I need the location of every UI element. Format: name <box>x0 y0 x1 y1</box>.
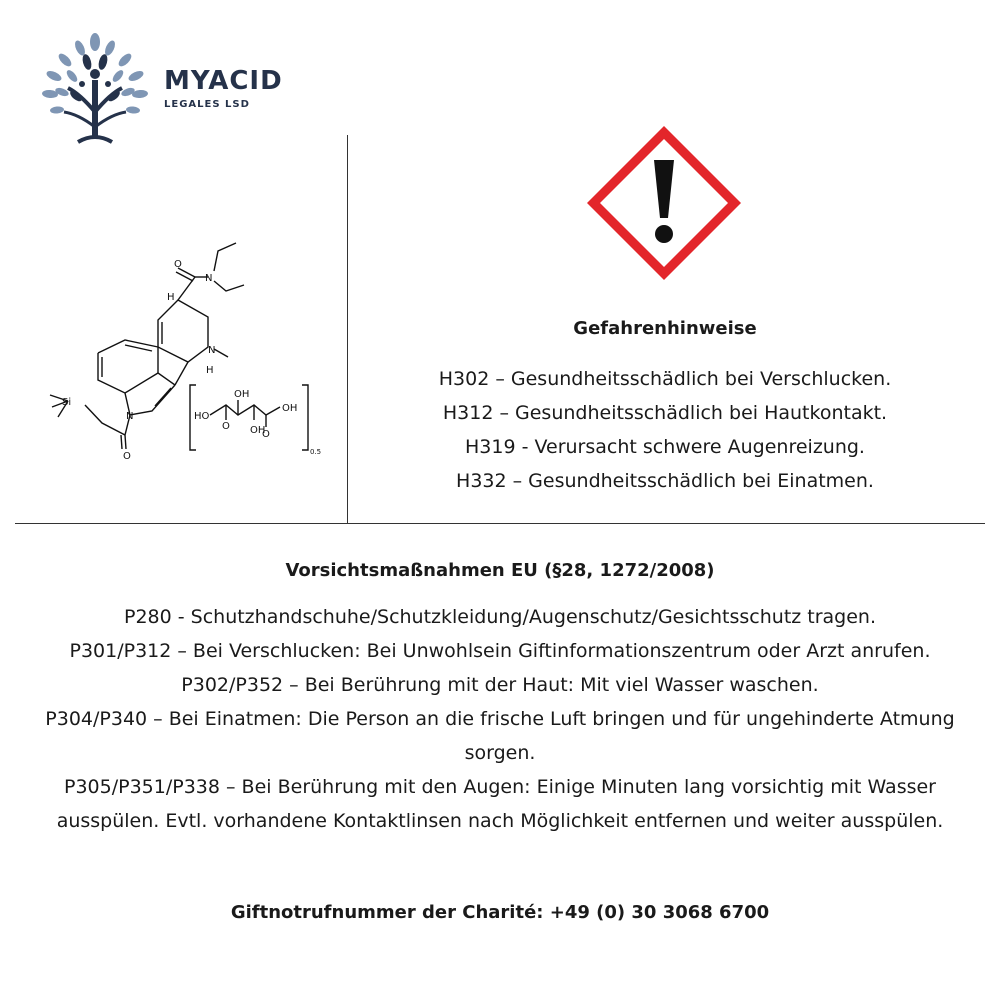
atom-label: OH <box>234 389 250 400</box>
atom-label: OH <box>250 425 266 436</box>
hazard-item: H319 - Verursacht schwere Augenreizung. <box>465 436 865 458</box>
atom-label: O <box>174 259 182 270</box>
brand-subtitle: LEGALES LSD <box>164 99 250 110</box>
hazard-item: H332 – Gesundheitsschädlich bei Einatmen. <box>456 470 874 492</box>
hazard-item: H302 – Gesundheitsschädlich bei Verschlucken. <box>438 368 892 390</box>
precaution-item: P280 - Schutzhandschuhe/Schutzkleidung/Augenschutz/Gesichtsschutz tragen. <box>123 606 877 628</box>
tree-people-logo-icon <box>40 32 150 152</box>
atom-label: N <box>205 273 213 284</box>
hazard-title: Gefahrenhinweise <box>573 318 757 339</box>
atom-label: N <box>208 345 216 356</box>
hazard-item: H312 – Gesundheitsschädlich bei Hautkontakt. <box>442 402 888 424</box>
brand-text <box>164 67 283 110</box>
exclamation-mark-ghs-icon <box>583 122 745 284</box>
stoichiometry-subscript: 0.5 <box>310 448 322 456</box>
atom-label: H <box>167 292 175 303</box>
precaution-item: P301/P312 – Bei Verschlucken: Bei Unwohlsein Giftinformationszentrum oder Arzt anrufen. <box>69 640 931 662</box>
chemical-structure <box>30 225 330 469</box>
atom-label: O <box>262 429 270 440</box>
atom-label: HO <box>194 411 210 422</box>
precaution-item: P302/P352 – Bei Berührung mit der Haut: Mit viel Wasser waschen. <box>181 674 819 696</box>
precautions-title: Vorsichtsmaßnahmen EU (§28, 1272/2008) <box>285 560 715 581</box>
atom-label: H <box>206 365 214 376</box>
atom-label: N <box>126 411 134 422</box>
ghs-pictogram <box>583 122 745 288</box>
brand-logo <box>40 32 300 152</box>
atom-label: Si <box>62 397 72 408</box>
brand-name: MYACID <box>164 66 283 96</box>
atom-label: O <box>123 451 131 462</box>
precaution-item: P305/P351/P338 – Bei Berührung mit den Augen: Einige Minuten lang vorsichtig mit Wasser ausspülen. Evtl. vorhandene Kontaktlinsen nach Möglichkeit entfernen und weiter ausspülen. <box>56 776 944 832</box>
precautions-list <box>40 600 960 838</box>
precaution-item: P304/P340 – Bei Einatmen: Die Person an die frische Luft bringen und für ungehinderte Atmung sorgen. <box>45 708 955 764</box>
atom-label: O <box>222 421 230 432</box>
chemical-structure-diagram-icon <box>30 225 330 465</box>
poison-hotline: Giftnotrufnummer der Charité: +49 (0) 30 3068 6700 <box>230 902 770 923</box>
atom-label: OH <box>282 403 298 414</box>
vertical-divider <box>347 135 348 523</box>
horizontal-divider <box>15 523 985 524</box>
hazard-list <box>350 362 980 498</box>
